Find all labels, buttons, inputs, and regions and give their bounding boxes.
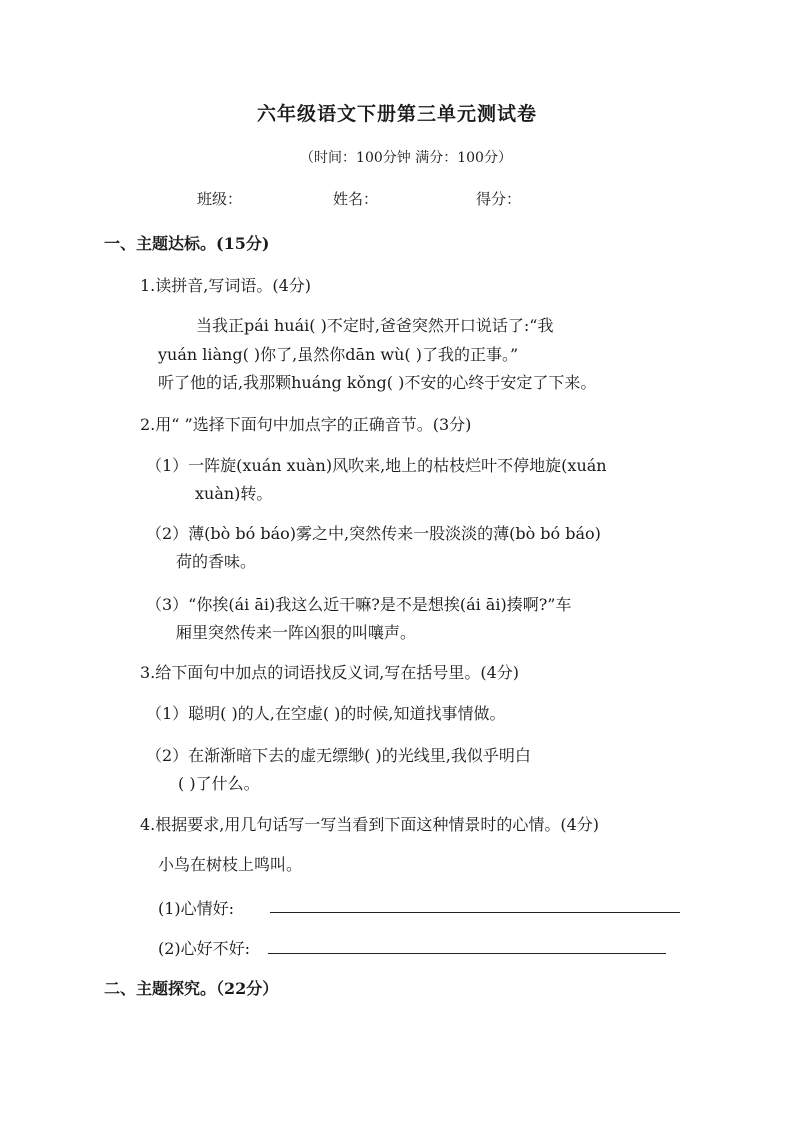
q3-prompt: 3.给下面句中加点的词语找反义词,写在括号里。(4分): [140, 663, 520, 682]
section-2-heading: 二、主题探究。（22分）: [104, 979, 279, 998]
q3-item-1: （1）聪明( )的人,在空虚( )的时候,知道找事情做。: [146, 704, 506, 723]
name-label: 姓名：: [333, 190, 379, 208]
q4-scene: 小鸟在树枝上鸣叫。: [158, 855, 303, 874]
page-title: 六年级语文下册第三单元测试卷: [256, 103, 537, 125]
good-mood-answer-line[interactable]: [270, 912, 680, 913]
q1-line-2: yuán liàng( )你了,虽然你dān wù( )了我的正事。”: [158, 345, 519, 364]
bad-mood-answer-line[interactable]: [268, 953, 666, 954]
class-label: 班级：: [197, 190, 243, 208]
q3-item-2-line-2: ( )了什么。: [178, 774, 260, 793]
q1-prompt: 1.读拼音,写词语。(4分): [140, 276, 312, 295]
q2-item-1-line-1: （1）一阵旋(xuán xuàn)风吹来,地上的枯枝烂叶不停地旋(xuán: [146, 456, 607, 475]
q4-prompt: 4.根据要求,用几句话写一写当看到下面这种情景时的心情。(4分): [140, 815, 600, 834]
exam-time-score: （时间：100分钟 满分：100分）: [300, 150, 512, 166]
q4-bad-mood-label: (2)心好不好:: [158, 939, 251, 958]
q3-item-2-line-1: （2）在渐渐暗下去的虚无缥缈( )的光线里,我似乎明白: [146, 746, 531, 765]
q2-item-2-line-2: 荷的香味。: [176, 552, 257, 571]
q2-prompt: 2.用“ ”选择下面句中加点字的正确音节。(3分): [140, 415, 472, 434]
score-label: 得分：: [476, 190, 522, 208]
q2-item-2-line-1: （2）薄(bò bó báo)雾之中,突然传来一股淡淡的薄(bò bó báo): [146, 524, 601, 543]
q2-item-3-line-2: 厢里突然传来一阵凶狠的叫嚷声。: [176, 623, 417, 642]
section-1-heading: 一、主题达标。(15分): [104, 234, 270, 253]
q2-item-1-line-2: xuàn)转。: [195, 484, 273, 503]
q2-item-3-line-1: （3）“你挨(ái āi)我这么近干嘛?是不是想挨(ái āi)揍啊?”车: [146, 595, 572, 614]
q4-good-mood-label: (1)心情好:: [158, 899, 235, 918]
q1-line-1: 当我正pái huái( )不定时,爸爸突然开口说话了:“我: [196, 316, 554, 335]
q1-line-3: 听了他的话,我那颗huáng kǒng( )不安的心终于安定了下来。: [158, 373, 597, 392]
